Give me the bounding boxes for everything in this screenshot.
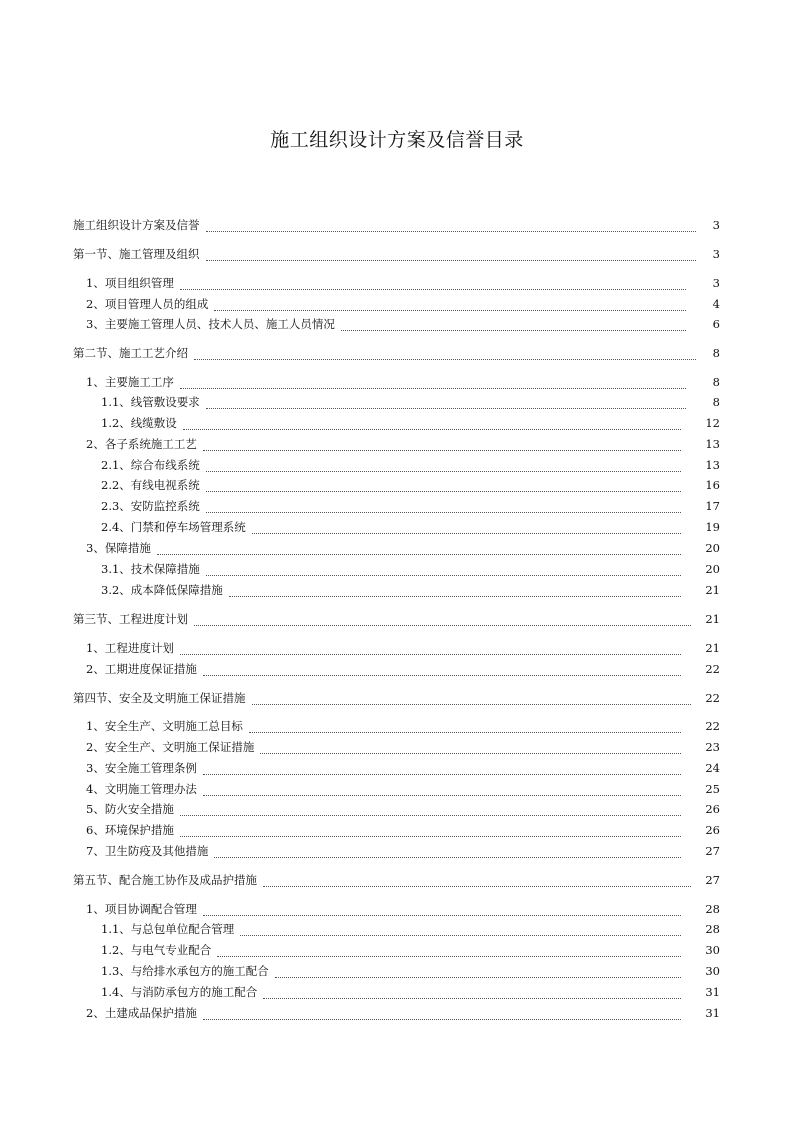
toc-entry[interactable] (0, 394, 720, 410)
toc-entry[interactable] (0, 561, 720, 577)
dot-leader (206, 396, 686, 409)
toc-page-number: 27 (705, 873, 720, 887)
dot-leader (252, 521, 682, 534)
dot-leader (203, 783, 682, 796)
toc-entry[interactable] (0, 519, 720, 535)
dot-leader (217, 944, 681, 957)
toc-page-number: 8 (712, 375, 720, 389)
toc-entry-label: 3、保障措施 (86, 541, 151, 555)
dot-leader (206, 479, 682, 492)
toc-entry[interactable] (0, 296, 720, 312)
toc-entry[interactable] (0, 374, 720, 390)
toc-entry[interactable] (0, 540, 720, 556)
toc-page-number: 31 (705, 1006, 720, 1020)
toc-page-number: 16 (705, 478, 720, 492)
toc-entry-label: 第三节、工程进度计划 (73, 612, 188, 626)
toc-page-number: 23 (705, 740, 720, 754)
toc-entry-label: 3、安全施工管理条例 (86, 761, 197, 775)
toc-page-number: 25 (705, 782, 720, 796)
toc-entry-label: 施工组织设计方案及信誉 (73, 218, 200, 232)
toc-entry[interactable] (0, 611, 720, 627)
toc-page-number: 30 (705, 964, 720, 978)
dot-leader (203, 903, 682, 916)
dot-leader (180, 642, 682, 655)
toc-page-number: 4 (712, 297, 720, 311)
toc-entry-label: 第五节、配合施工协作及成品护措施 (73, 873, 257, 887)
toc-page-number: 12 (705, 416, 720, 430)
toc-page-number: 21 (705, 641, 720, 655)
dot-leader (157, 542, 682, 555)
toc-page-number: 8 (712, 395, 720, 409)
toc-page-number: 28 (705, 922, 720, 936)
toc-entry-label: 6、环境保护措施 (86, 823, 174, 837)
toc-entry-label: 1、项目组织管理 (86, 276, 174, 290)
toc-entry[interactable] (0, 1005, 720, 1021)
dot-leader (180, 277, 686, 290)
toc-entry[interactable] (0, 582, 720, 598)
toc-entry[interactable] (0, 718, 720, 734)
toc-page-number: 3 (712, 276, 720, 290)
dot-leader (206, 459, 682, 472)
toc-entry-label: 第一节、施工管理及组织 (73, 247, 200, 261)
toc-entry-label: 1.2、与电气专业配合 (101, 943, 212, 957)
toc-page-number: 20 (705, 541, 720, 555)
toc-page-number: 19 (705, 520, 720, 534)
toc-entry[interactable] (0, 415, 720, 431)
toc-page-number: 8 (712, 346, 720, 360)
toc-entry[interactable] (0, 739, 720, 755)
toc-entry-label: 2、工期进度保证措施 (86, 662, 197, 676)
dot-leader (341, 318, 686, 331)
dot-leader (240, 923, 681, 936)
dot-leader (183, 417, 682, 430)
dot-leader (260, 741, 681, 754)
toc-entry[interactable] (0, 921, 720, 937)
toc-entry-label: 2.1、综合布线系统 (101, 458, 200, 472)
dot-leader (206, 500, 682, 513)
toc-page-number: 26 (705, 802, 720, 816)
dot-leader (203, 1007, 682, 1020)
toc-entry-label: 3.2、成本降低保障措施 (101, 583, 223, 597)
toc-entry-label: 4、文明施工管理办法 (86, 782, 197, 796)
dot-leader (180, 824, 682, 837)
toc-entry-label: 2.4、门禁和停车场管理系统 (101, 520, 246, 534)
toc-page-number: 3 (712, 218, 720, 232)
toc-entry[interactable] (0, 498, 720, 514)
toc-entry-label: 第四节、安全及文明施工保证措施 (73, 691, 246, 705)
toc-entry[interactable] (0, 690, 720, 706)
toc-entry-label: 2.2、有线电视系统 (101, 478, 200, 492)
dot-leader (229, 584, 682, 597)
toc-entry-label: 1、安全生产、文明施工总目标 (86, 719, 243, 733)
toc-entry[interactable] (0, 661, 720, 677)
toc-page-number: 3 (712, 247, 720, 261)
dot-leader (180, 376, 686, 389)
toc-page-number: 22 (705, 662, 720, 676)
toc-entry-label: 3、主要施工管理人员、技术人员、施工人员情况 (86, 317, 335, 331)
dot-leader (263, 874, 691, 887)
toc-page-number: 26 (705, 823, 720, 837)
toc-entry[interactable] (0, 760, 720, 776)
toc-entry[interactable] (0, 781, 720, 797)
toc-page-number: 20 (705, 562, 720, 576)
toc-entry-label: 7、卫生防疫及其他措施 (86, 844, 209, 858)
dot-leader (214, 845, 681, 858)
toc-page-number: 28 (705, 902, 720, 916)
dot-leader (206, 219, 697, 232)
toc-entry[interactable] (0, 942, 720, 958)
dot-leader (194, 347, 696, 360)
toc-entry[interactable] (0, 316, 720, 332)
toc-entry-label: 2.3、安防监控系统 (101, 499, 200, 513)
toc-entry[interactable] (0, 822, 720, 838)
toc-page-number: 17 (705, 499, 720, 513)
dot-leader (194, 613, 691, 626)
toc-entry-label: 3.1、技术保障措施 (101, 562, 200, 576)
toc-entry[interactable] (0, 345, 720, 361)
toc-page-number: 22 (705, 719, 720, 733)
toc-entry[interactable] (0, 801, 720, 817)
toc-entry[interactable] (0, 984, 720, 1000)
toc-entry[interactable] (0, 872, 720, 888)
toc-page-number: 30 (705, 943, 720, 957)
page-title: 施工组织设计方案及信誉目录 (270, 129, 524, 151)
toc-page-number: 13 (705, 458, 720, 472)
toc-page-number: 27 (705, 844, 720, 858)
toc-entry-label: 1.1、线管敷设要求 (101, 395, 200, 409)
dot-leader (203, 438, 682, 451)
toc-entry-label: 1.3、与给排水承包方的施工配合 (101, 964, 269, 978)
toc-entry[interactable] (0, 963, 720, 979)
toc-entry-label: 5、防火安全措施 (86, 802, 174, 816)
dot-leader (252, 692, 692, 705)
toc-page-number: 22 (705, 691, 720, 705)
toc-page-number: 31 (705, 985, 720, 999)
dot-leader (206, 248, 697, 261)
toc-entry-label: 1.2、线缆敷设 (101, 416, 177, 430)
toc-entry[interactable] (0, 457, 720, 473)
toc-entry[interactable] (0, 901, 720, 917)
dot-leader (203, 762, 682, 775)
dot-leader (263, 986, 681, 999)
dot-leader (275, 965, 682, 978)
toc-entry-label: 2、安全生产、文明施工保证措施 (86, 740, 255, 754)
toc-entry-label: 2、土建成品保护措施 (86, 1006, 197, 1020)
toc-page-number: 24 (705, 761, 720, 775)
toc-entry-label: 2、项目管理人员的组成 (86, 297, 209, 311)
toc-entry[interactable] (0, 843, 720, 859)
dot-leader (203, 663, 682, 676)
toc-entry[interactable] (0, 275, 720, 291)
toc-entry-label: 2、各子系统施工工艺 (86, 437, 197, 451)
toc-entry[interactable] (0, 246, 720, 262)
toc-entry[interactable] (0, 436, 720, 452)
toc-entry-label: 1、项目协调配合管理 (86, 902, 197, 916)
dot-leader (249, 720, 682, 733)
toc-entry[interactable] (0, 217, 720, 233)
dot-leader (206, 563, 682, 576)
toc-entry-label: 1.4、与消防承包方的施工配合 (101, 985, 258, 999)
toc-entry-label: 1、主要施工工序 (86, 375, 174, 389)
toc-entry[interactable] (0, 640, 720, 656)
toc-entry-label: 1.1、与总包单位配合管理 (101, 922, 235, 936)
toc-page-number: 6 (712, 317, 720, 331)
toc-page-number: 21 (705, 583, 720, 597)
dot-leader (180, 803, 682, 816)
toc-entry-label: 第二节、施工工艺介绍 (73, 346, 188, 360)
toc-entry-label: 1、工程进度计划 (86, 641, 174, 655)
dot-leader (214, 298, 686, 311)
toc-entry[interactable] (0, 477, 720, 493)
toc-page-number: 13 (705, 437, 720, 451)
toc-page-number: 21 (705, 612, 720, 626)
